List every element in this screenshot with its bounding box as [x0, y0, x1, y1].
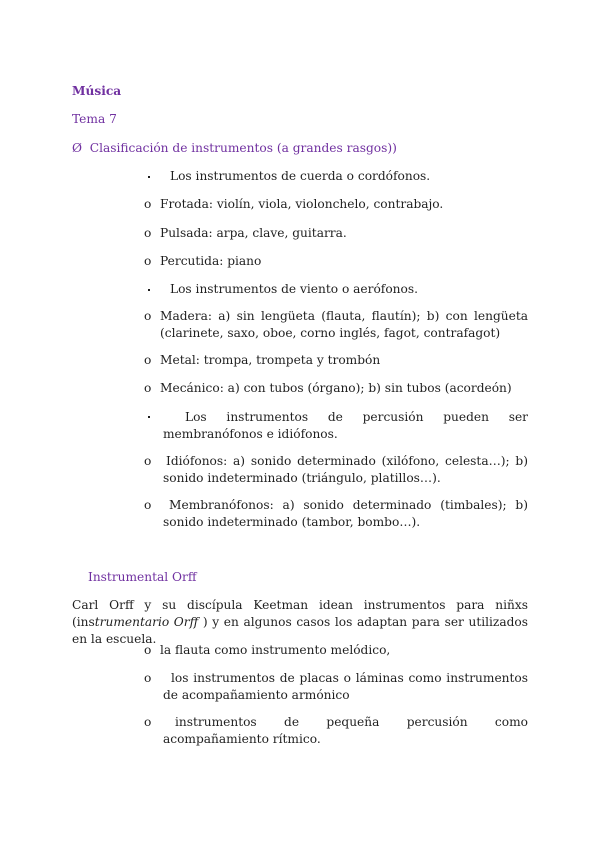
bullet-square-icon — [148, 289, 150, 291]
list-item: Madera: a) sin lengüeta (flauta, flautín); b) con lengüeta (clarinete, saxo, oboe, corno inglés, fagot, contrafagot) — [160, 309, 528, 340]
bullet-o: o — [144, 454, 152, 468]
list-item: los instrumentos de placas o láminas como instrumentos de acompañamiento armónico — [163, 671, 528, 702]
cuerda-heading: Los instrumentos de cuerda o cordófonos. — [170, 169, 431, 183]
page-title: Música — [72, 84, 122, 98]
orff-para-end: ) y en algunos casos los adaptan para ser utilizados en la escuela. — [72, 615, 529, 646]
subtitle: Tema 7 — [72, 112, 117, 126]
list-item: la flauta como instrumento melódico, — [160, 643, 391, 657]
bullet-square-icon — [148, 416, 150, 418]
orff-heading: Instrumental Orff — [88, 570, 197, 584]
list-item: Percutida: piano — [160, 254, 262, 268]
list-item: Pulsada: arpa, clave, guitarra. — [160, 226, 347, 240]
orff-para-italic: trumentario Orff — [94, 615, 199, 629]
bullet-o: o — [144, 309, 152, 323]
bullet-o: o — [144, 381, 152, 395]
list-item: Membranófonos: a) sonido determinado (timbales); b) sonido indeterminado (tambor, bombo…). — [163, 498, 528, 529]
section-marker: Ø — [72, 141, 82, 155]
list-item: Metal: trompa, trompeta y trombón — [160, 353, 381, 367]
orff-para-start: Carl Orff y su discípula Keetman idean instrumentos para niñxs (ins — [72, 598, 528, 629]
bullet-o: o — [144, 671, 152, 685]
section-heading — [72, 141, 397, 155]
list-item: Idiófonos: a) sonido determinado (xilófono, celesta…); b) sonido indeterminado (triángulo, platillos…). — [163, 454, 528, 485]
bullet-o: o — [144, 197, 152, 211]
bullet-o: o — [144, 254, 152, 268]
bullet-o: o — [144, 353, 152, 367]
orff-paragraph — [72, 597, 528, 648]
section-title: Clasificación de instrumentos (a grandes rasgos)) — [89, 141, 397, 155]
list-item: Frotada: violín, viola, violonchelo, contrabajo. — [160, 197, 444, 211]
bullet-o: o — [144, 715, 152, 729]
bullet-o: o — [144, 498, 152, 512]
viento-heading: Los instrumentos de viento o aerófonos. — [170, 282, 418, 296]
list-item: Mecánico: a) con tubos (órgano); b) sin tubos (acordeón) — [160, 381, 512, 395]
percusion-heading: Los instrumentos de percusión pueden ser membranófonos e idiófonos. — [163, 410, 528, 441]
list-item: instrumentos de pequeña percusión como acompañamiento rítmico. — [163, 715, 528, 746]
bullet-square-icon — [148, 176, 150, 178]
bullet-o: o — [144, 226, 152, 240]
bullet-o: o — [144, 643, 152, 657]
